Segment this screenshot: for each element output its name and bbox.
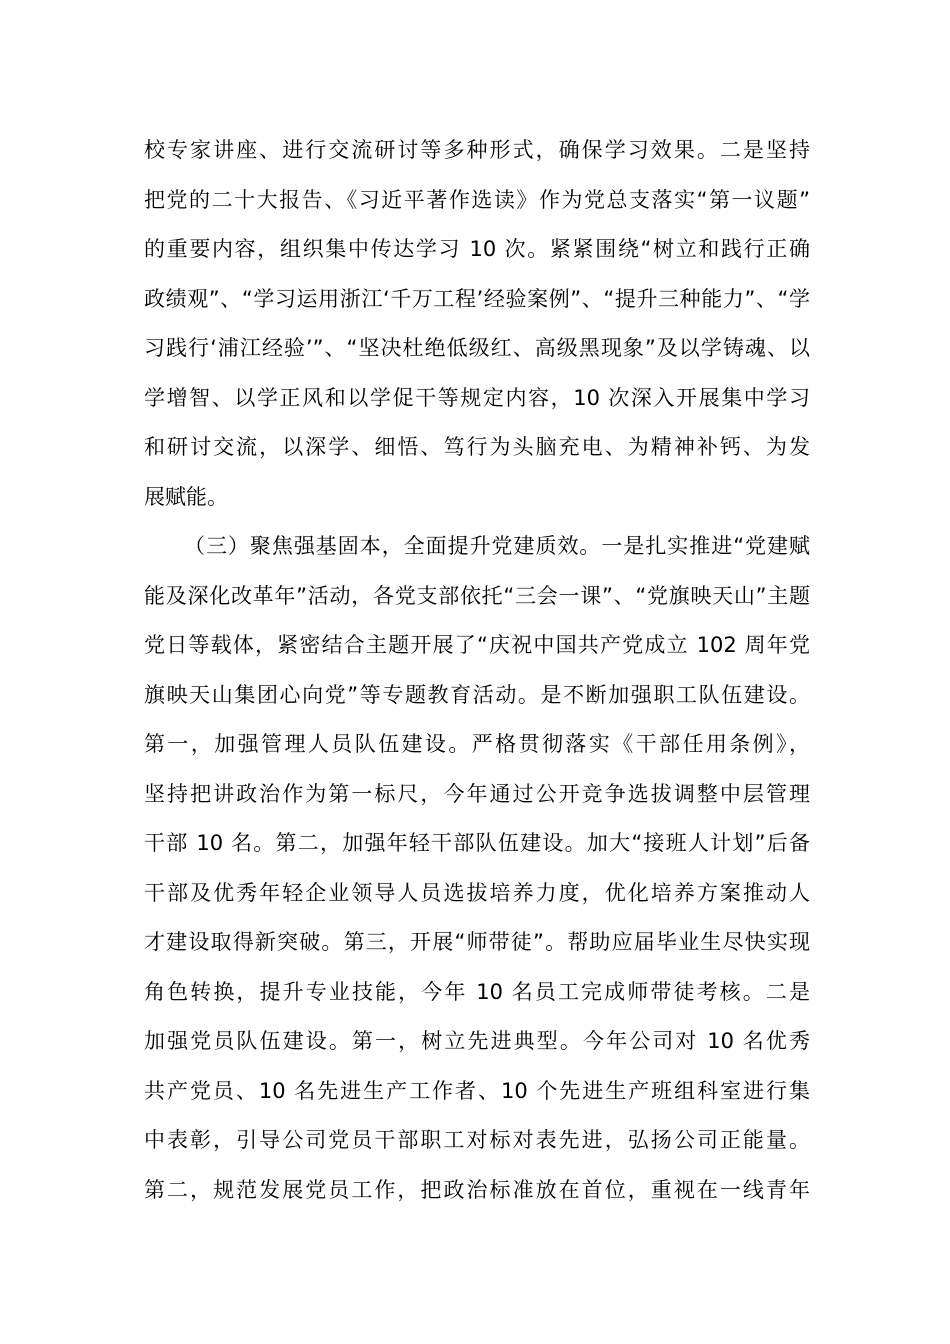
text-line: 第二，规范发展党员工作，把政治标准放在首位，重视在一线青年 — [144, 1177, 810, 1202]
section-heading-line: （三）聚焦强基固本，全面提升党建质效。一是扎实推进“党建赋 — [184, 534, 810, 558]
text-line: 党日等载体，紧密结合主题开展了“庆祝中国共产党成立 102 周年党 — [144, 633, 810, 657]
text-line: 学增智、以学正风和以学促干等规定内容，10 次深入开展集中学习 — [144, 385, 810, 410]
text-line: 共产党员、10 名先进生产工作者、10 个先进生产班组科室进行集 — [144, 1078, 810, 1103]
text-line: 旗映天山集团心向党”等专题教育活动。是不断加强职工队伍建设。 — [144, 682, 810, 707]
text-line: 校专家讲座、进行交流研讨等多种形式，确保学习效果。二是坚持 — [144, 138, 810, 162]
text-line: 习践行‘浦江经验’”、“坚决杜绝低级红、高级黑现象”及以学铸魂、以 — [144, 336, 810, 360]
text-line: 第一，加强管理人员队伍建设。严格贯彻落实《干部任用条例》， — [144, 732, 810, 756]
text-line: 和研讨交流，以深学、细悟、笃行为头脑充电、为精神补钙、为发 — [144, 435, 810, 459]
text-line: 干部 10 名。第二，加强年轻干部队伍建设。加大“接班人计划”后备 — [144, 831, 810, 855]
text-line: 的重要内容，组织集中传达学习 10 次。紧紧围绕“树立和践行正确 — [144, 237, 810, 261]
text-line: 展赋能。 — [144, 484, 228, 509]
text-line: 政绩观”、“学习运用浙江‘千万工程’经验案例”、“提升三种能力”、“学 — [144, 286, 810, 311]
text-line: 干部及优秀年轻企业领导人员选拔培养力度，优化培养方案推动人 — [144, 880, 810, 905]
body-text — [144, 126, 810, 1215]
text-line: 中表彰，引导公司党员干部职工对标对表先进，弘扬公司正能量。 — [144, 1128, 810, 1152]
text-line: 加强党员队伍建设。第一，树立先进典型。今年公司对 10 名优秀 — [144, 1029, 810, 1053]
text-line: 把党的二十大报告、《习近平著作选读》作为党总支落实“第一议题” — [144, 187, 810, 212]
text-line: 坚持把讲政治作为第一标尺，今年通过公开竞争选拔调整中层管理 — [144, 781, 810, 806]
text-line: 才建设取得新突破。第三，开展“师带徒”。帮助应届毕业生尽快实现 — [144, 930, 810, 954]
text-line: 能及深化改革年”活动，各党支部依托“三会一课”、“党旗映天山”主题 — [144, 583, 810, 608]
text-line: 角色转换，提升专业技能，今年 10 名员工完成师带徒考核。二是 — [144, 979, 810, 1004]
